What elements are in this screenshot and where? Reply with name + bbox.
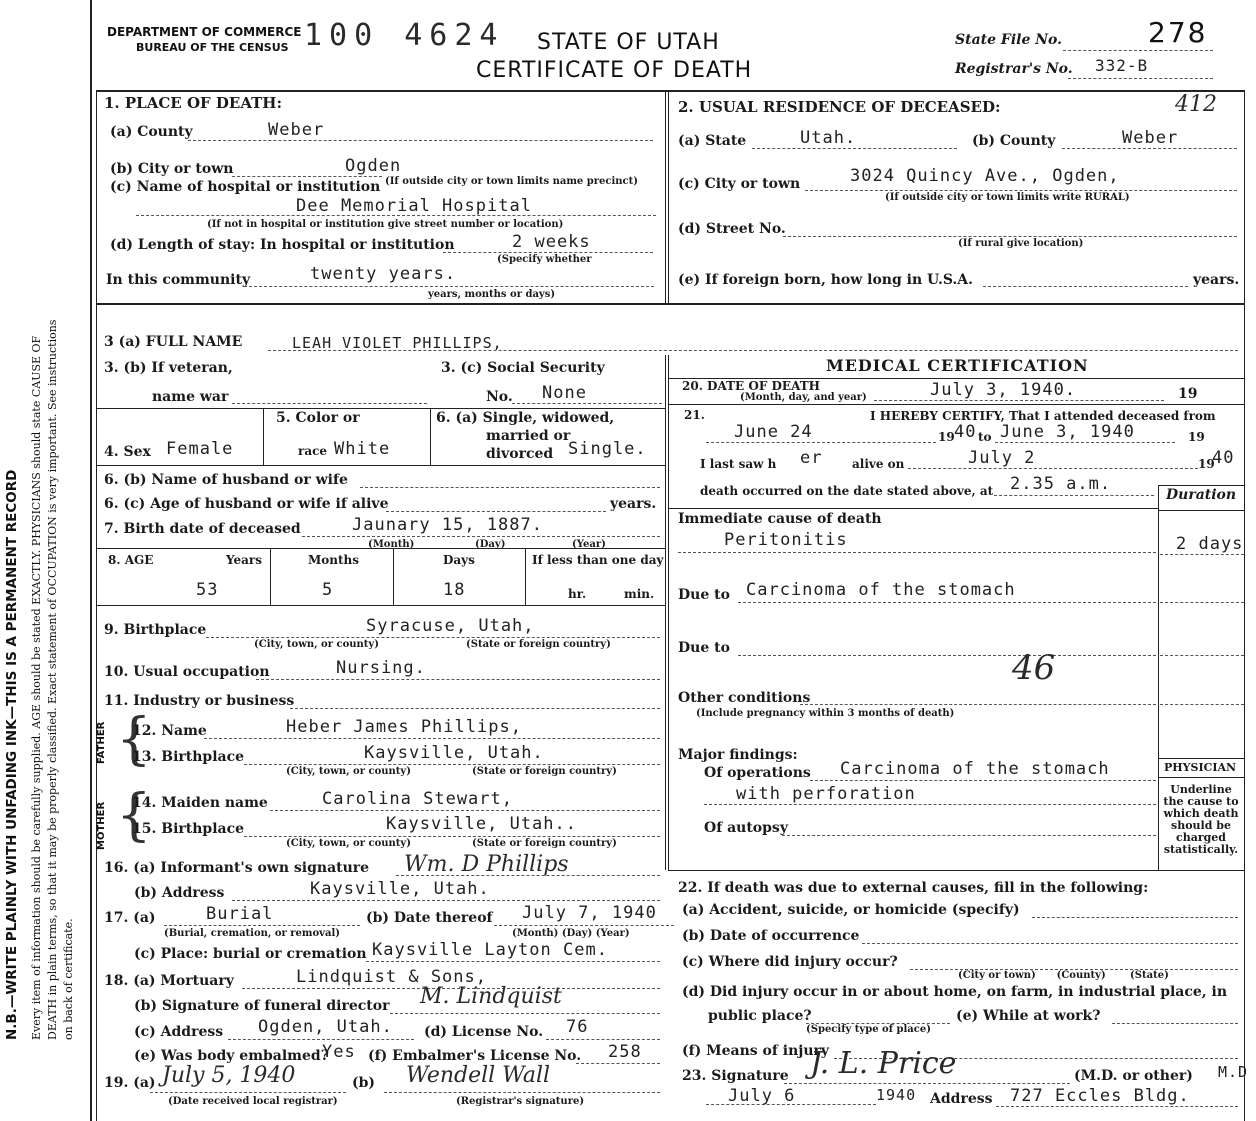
state-file-label: State File No. [955, 32, 1063, 48]
mortuary-value: Lindquist & Sons, [296, 967, 487, 987]
foreign-born-label: (e) If foreign born, how long in U.S.A. [678, 272, 974, 288]
physician-signature: J. L. Price [810, 1046, 957, 1081]
informant-signature: Wm. D Phillips [404, 852, 569, 877]
birth-date-value: Jaunary 15, 1887. [352, 515, 543, 535]
signature-year: 1940 [876, 1086, 917, 1104]
autopsy-label: Of autopsy [704, 820, 788, 836]
signature-label: 23. Signature [682, 1068, 789, 1084]
registrar-number: 332-B [1095, 56, 1149, 75]
mother-birthplace-label: 15. Birthplace [132, 821, 245, 837]
major-findings-label: Major findings: [678, 747, 798, 763]
operations-label: Of operations [704, 765, 811, 781]
mother-birthplace-value: Kaysville, Utah.. [386, 814, 577, 834]
sex-label: 4. Sex [104, 444, 151, 460]
instructions-line-1: Every item of information should be carefully supplied. AGE should be stated EXACTLY. PHYSICIANS should state CAUSE OF [30, 335, 43, 1040]
embalmer-license-value: 258 [608, 1042, 642, 1062]
social-security-value: None [542, 383, 587, 403]
md-value: M.D [1218, 1063, 1249, 1081]
occurred-label: death occurred on the date stated above, at [700, 484, 994, 498]
age-label: 8. AGE [108, 553, 154, 567]
community-value: twenty years. [310, 264, 457, 284]
city-value: Ogden [345, 156, 402, 176]
birthplace-label: 9. Birthplace [104, 622, 207, 638]
informant-signature-label: 16. (a) Informant's own signature [104, 860, 370, 876]
full-name-label: 3 (a) FULL NAME [104, 334, 243, 350]
funeral-director-signature: M. Lindquist [420, 984, 562, 1009]
birth-month-note: (Month) [368, 539, 415, 550]
spouse-age-label: 6. (c) Age of husband or wife if alive [104, 496, 389, 512]
social-security-no-label: No. [486, 389, 513, 405]
mother-maiden-value: Carolina Stewart, [322, 789, 513, 809]
veteran-label: 3. (b) If veteran, [104, 360, 233, 376]
license-value: 76 [566, 1017, 589, 1037]
last-saw-19: 19 [1198, 457, 1215, 471]
underline-note: Underline the cause to which death should be charged statistically. [1163, 783, 1239, 856]
instructions-line-3: on back of certificate. [62, 918, 75, 1040]
full-name-value: LEAH VIOLET PHILLIPS, [292, 334, 503, 352]
burial-date-value: July 7, 1940 [522, 903, 657, 923]
marital-label: 6. (a) Single, widowed, [436, 410, 615, 426]
attended-to-label: to [978, 430, 992, 444]
physician-tag: PHYSICIAN [1164, 761, 1237, 774]
color-label: 5. Color or [276, 410, 360, 426]
birth-day-note: (Day) [475, 539, 506, 550]
embalmed-value: Yes [322, 1042, 356, 1062]
father-birthplace-value: Kaysville, Utah. [364, 743, 544, 763]
certificate-title: CERTIFICATE OF DEATH [476, 58, 753, 83]
hospital-value: Dee Memorial Hospital [296, 196, 532, 216]
certify-number: 21. [684, 408, 705, 422]
attended-to-19: 19 [1188, 430, 1205, 444]
county-value: Weber [268, 120, 325, 140]
attended-to: June 3, 1940 [1000, 422, 1135, 442]
mortuary-address-label: (c) Address [134, 1024, 224, 1040]
occupation-label: 10. Usual occupation [104, 664, 270, 680]
external-heading: 22. If death was due to external causes, fill in the following: [678, 880, 1149, 896]
mother-tag: MOTHER [96, 801, 107, 850]
birth-year-note: (Year) [572, 539, 606, 550]
state-file-number: 278 [1148, 16, 1208, 49]
hospital-note: (If outside city or town limits name precinct) [385, 176, 638, 187]
last-saw-label: I last saw h [700, 457, 777, 471]
burial-date-label: (b) Date thereof [366, 910, 493, 926]
received-label: 19. (a) [104, 1075, 156, 1091]
external-d2: public place? [708, 1008, 812, 1024]
external-f: (f) Means of injury [682, 1043, 830, 1059]
last-saw-year: 40 [1212, 448, 1235, 468]
mother-maiden-label: 14. Maiden name [132, 795, 268, 811]
burial-note: (Burial, cremation, or removal) [164, 928, 340, 939]
alive-on-label: alive on [852, 457, 905, 471]
received-note: (Date received local registrar) [168, 1096, 338, 1107]
department-label: DEPARTMENT OF COMMERCE [107, 25, 302, 39]
father-bp-city-note: (City, town, or county) [286, 766, 411, 777]
other-conditions-label: Other conditions [678, 690, 811, 706]
birthplace-city-note: (City, town, or county) [254, 639, 379, 650]
residence-heading: 2. USUAL RESIDENCE OF DECEASED: [678, 98, 1001, 116]
bureau-label: BUREAU OF THE CENSUS [136, 41, 289, 54]
state-heading: STATE OF UTAH [537, 30, 720, 55]
residence-city-value: 3024 Quincy Ave., Ogden, [850, 166, 1120, 186]
attended-from-19: 19 [938, 430, 955, 444]
age-months-label: Months [308, 553, 360, 567]
age-years-value: 53 [196, 580, 219, 600]
street-note: (If rural give location) [958, 238, 1084, 249]
embalmer-license-label: (f) Embalmer's License No. [368, 1048, 582, 1064]
signature-date: July 6 [728, 1086, 796, 1106]
burial-date-note: (Month) (Day) (Year) [512, 928, 630, 939]
death-date-label: 20. DATE OF DEATH [682, 379, 820, 393]
marital-label-2: married or [486, 428, 571, 444]
community-note: years, months or days) [428, 289, 556, 300]
spouse-age-unit: years. [610, 496, 657, 512]
father-name-label: 12. Name [132, 723, 207, 739]
city-label: (b) City or town [110, 161, 234, 177]
age-months-value: 5 [322, 580, 334, 600]
registrar-sig-label: (b) [352, 1075, 376, 1091]
physician-address-label: Address [930, 1091, 993, 1107]
father-name-value: Heber James Phillips, [286, 717, 522, 737]
birthplace-state-note: (State or foreign country) [466, 639, 611, 650]
permanent-record-note: N.B.—WRITE PLAINLY WITH UNFADING INK—THIS IS A PERMANENT RECORD [4, 469, 20, 1040]
sex-value: Female [166, 439, 234, 459]
death-date-value: July 3, 1940. [930, 380, 1077, 400]
mortuary-address-value: Ogden, Utah. [258, 1017, 393, 1037]
attended-from-year: 40 [954, 422, 977, 442]
stay-note: (Specify whether [497, 254, 592, 265]
residence-county-label: (b) County [972, 133, 1056, 149]
father-bp-state-note: (State or foreign country) [472, 766, 617, 777]
external-c-note: (City or town) (County) (State) [958, 970, 1169, 981]
external-d: (d) Did injury occur in or about home, on farm, in industrial place, in [682, 984, 1228, 1000]
other-conditions-note: (Include pregnancy within 3 months of death) [696, 708, 955, 719]
immediate-duration: 2 days [1176, 534, 1244, 554]
marital-value: Single. [568, 439, 647, 459]
county-label: (a) County [110, 124, 193, 140]
burial-place-value: Kaysville Layton Cem. [372, 940, 608, 960]
length-of-stay-label: (d) Length of stay: In hospital or institution [110, 237, 455, 253]
minutes-label: min. [624, 587, 655, 601]
place-heading: 1. PLACE OF DEATH: [104, 94, 283, 112]
registrar-signature: Wendell Wall [406, 1063, 551, 1088]
mother-bp-state-note: (State or foreign country) [472, 838, 617, 849]
residence-state-label: (a) State [678, 133, 747, 149]
license-label: (d) License No. [424, 1024, 544, 1040]
street-label: (d) Street No. [678, 221, 786, 237]
mortuary-label: 18. (a) Mortuary [104, 973, 234, 989]
instructions-line-2: DEATH in plain terms, so that it may be properly classified. Exact statement of OCCUPATION is very important. See instructions [46, 319, 59, 1040]
social-security-label: 3. (c) Social Security [441, 360, 605, 376]
mother-bp-city-note: (City, town, or county) [286, 838, 411, 849]
md-label: (M.D. or other) [1074, 1068, 1193, 1084]
registrar-note: (Registrar's signature) [456, 1096, 585, 1107]
immediate-cause-value: Peritonitis [724, 530, 848, 550]
community-label: In this community [106, 272, 251, 288]
physician-address-value: 727 Eccles Bldg. [1010, 1086, 1190, 1106]
burial-label: 17. (a) [104, 910, 156, 926]
external-b: (b) Date of occurrence [682, 928, 860, 944]
attended-from: June 24 [734, 422, 813, 442]
immediate-cause-label: Immediate cause of death [678, 511, 882, 527]
informant-address-label: (b) Address [134, 885, 225, 901]
burial-place-label: (c) Place: burial or cremation [134, 946, 367, 962]
war-label: name war [152, 389, 229, 405]
corner-mark: 412 [1175, 92, 1217, 117]
age-days-value: 18 [443, 580, 466, 600]
burial-value: Burial [206, 904, 274, 924]
residence-city-label: (c) City or town [678, 176, 801, 192]
received-date: July 5, 1940 [162, 1063, 296, 1088]
operations-value-2: with perforation [736, 784, 916, 804]
embalmed-label: (e) Was body embalmed? [134, 1048, 329, 1064]
birth-date-label: 7. Birth date of deceased [104, 521, 301, 537]
occurred-time: 2.35 a.m. [1010, 474, 1112, 494]
residence-city-note: (If outside city or town limits write RURAL) [885, 192, 1130, 203]
residence-county-value: Weber [1122, 128, 1179, 148]
marital-label-3: divorced [486, 446, 554, 462]
medical-heading: MEDICAL CERTIFICATION [826, 356, 1089, 375]
last-saw-date: July 2 [968, 448, 1036, 468]
duration-label: Duration [1166, 487, 1237, 503]
spouse-name-label: 6. (b) Name of husband or wife [104, 472, 348, 488]
stamp-number: 100 4624 [304, 18, 505, 53]
hospital-label: (c) Name of hospital or institution [110, 179, 381, 195]
funeral-director-label: (b) Signature of funeral director [134, 998, 390, 1014]
death-date-year-blank: 19 [1178, 386, 1198, 402]
father-tag: FATHER [96, 721, 107, 764]
occupation-value: Nursing. [336, 658, 426, 678]
last-saw-her: er [800, 448, 823, 468]
informant-address-value: Kaysville, Utah. [310, 879, 490, 899]
race-value: White [334, 439, 391, 459]
registrar-no-label: Registrar's No. [955, 61, 1073, 77]
hospital-location-note: (If not in hospital or institution give street number or location) [207, 219, 564, 230]
industry-label: 11. Industry or business [104, 693, 295, 709]
father-birthplace-label: 13. Birthplace [132, 749, 245, 765]
certify-text: I HEREBY CERTIFY, That I attended deceased from [870, 409, 1216, 423]
birthplace-value: Syracuse, Utah, [366, 616, 535, 636]
external-c: (c) Where did injury occur? [682, 954, 898, 970]
classification-code: 46 [1012, 648, 1056, 688]
due-to-1-value: Carcinoma of the stomach [746, 580, 1016, 600]
length-of-stay-value: 2 weeks [512, 232, 591, 252]
external-a: (a) Accident, suicide, or homicide (specify) [682, 902, 1020, 918]
less-than-day-label: If less than one day [532, 553, 664, 567]
death-date-note: (Month, day, and year) [740, 392, 867, 403]
residence-state-value: Utah. [800, 128, 857, 148]
age-years-label: Years [226, 553, 263, 567]
hours-label: hr. [568, 587, 587, 601]
due-to-1-label: Due to [678, 587, 730, 603]
age-days-label: Days [443, 553, 475, 567]
external-e: (e) While at work? [956, 1008, 1101, 1024]
due-to-2-label: Due to [678, 640, 730, 656]
race-label: race [298, 444, 328, 458]
operations-value: Carcinoma of the stomach [840, 759, 1110, 779]
foreign-born-unit: years. [1193, 272, 1240, 288]
external-d-note: (Specify type of place) [806, 1024, 931, 1035]
